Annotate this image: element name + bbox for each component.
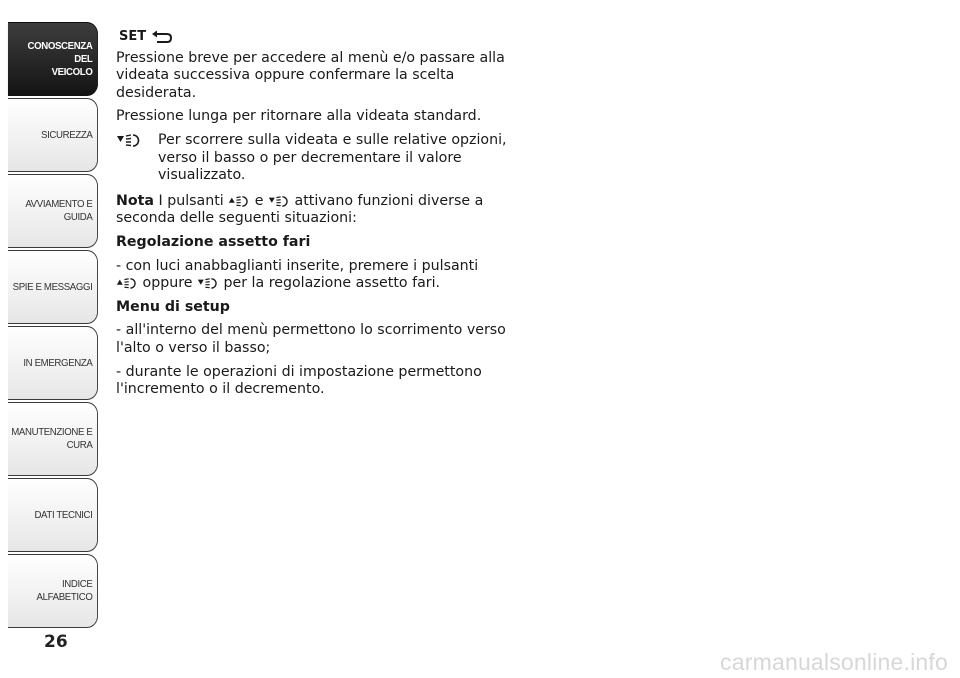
down-light-icon [268,193,290,209]
fari-text-c: per la regolazione assetto fari. [223,275,441,292]
up-light-icon [228,193,250,209]
nota-text-a: I pulsanti [158,192,224,209]
tab-conoscenza-del-veicolo[interactable]: CONOSCENZA DEL VEICOLO [8,22,98,96]
tab-manutenzione-e-cura[interactable]: MANUTENZIONE E CURA [8,402,98,476]
page-number: 26 [44,632,68,652]
setup-paragraph-1: - all'interno del menù permettono lo scorrimento verso l'alto o verso il basso; [116,322,506,356]
tab-dati-tecnici[interactable]: DATI TECNICI [8,478,98,552]
set-label: SET [119,29,147,44]
tab-avviamento-e-guida[interactable]: AVVIAMENTO E GUIDA [8,174,98,248]
tab-spie-e-messaggi[interactable]: SPIE E MESSAGGI [8,250,98,324]
down-light-icon [116,132,142,148]
tab-in-emergenza[interactable]: IN EMERGENZA [8,326,98,400]
manual-content [116,28,508,405]
set-button-heading [119,28,508,46]
nota-paragraph [116,193,508,228]
tab-sicurezza[interactable]: SICUREZZA [8,98,98,172]
heading-menu-setup: Menu di setup [116,298,230,315]
tab-indice-alfabetico[interactable]: INDICE ALFABETICO [8,554,98,628]
setup-paragraph-2: - durante le operazioni di impostazione permettono l'incremento o il decremento. [116,363,482,398]
down-button-description [116,132,508,185]
down-desc-text: Per scorrere sulla videata e sulle relative opzioni, verso il basso o per decrementare il valore visualizzato. [158,131,507,184]
fari-text-b: oppure [142,275,193,292]
watermark: carmanualsonline.info [720,649,948,675]
nota-text-b: e [254,192,264,209]
heading-regolazione-fari: Regolazione assetto fari [116,233,311,250]
fari-text-a: - con luci anabbaglianti inserite, premere i pulsanti [116,257,479,274]
return-arrow-icon [151,30,173,44]
nota-text-c: attivano funzioni diverse a seconda delle seguenti situazioni: [116,192,484,227]
fari-paragraph [116,258,508,293]
down-light-icon [197,275,219,291]
up-light-icon [116,275,138,291]
paragraph-short-press: Pressione breve per accedere al menù e/o passare alla videata successiva oppure confermare la scelta desiderata. [116,49,505,101]
nota-label: Nota [116,192,154,209]
paragraph-long-press: Pressione lunga per ritornare alla videata standard. [116,108,482,125]
